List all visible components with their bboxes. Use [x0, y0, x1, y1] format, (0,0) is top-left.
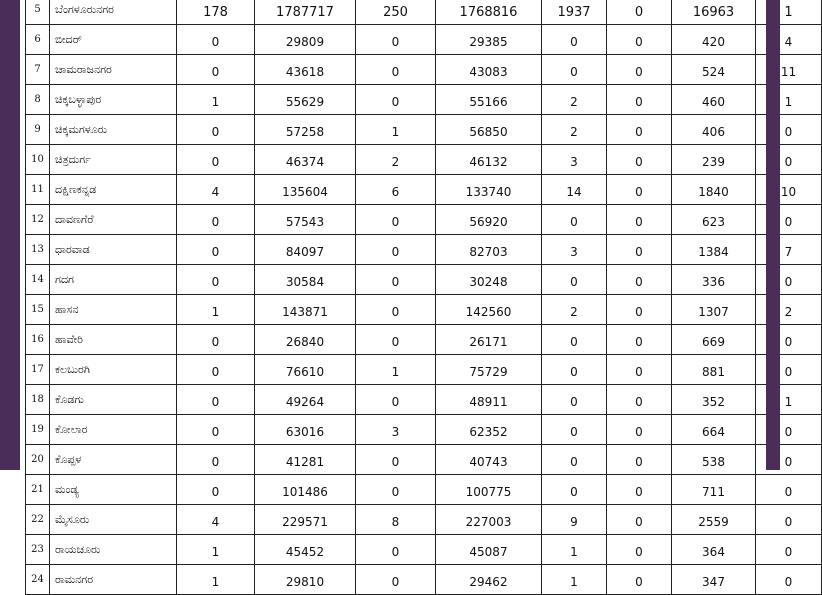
- table-row: [26, 505, 822, 535]
- value-cell-3: 0: [356, 565, 436, 595]
- value-cell-2: 63016: [255, 415, 356, 445]
- district-name-cell: ಮೈಸೂರು: [50, 505, 177, 535]
- value-cell-2: 76610: [255, 355, 356, 385]
- value-cell-5: 3: [542, 145, 607, 175]
- district-name-cell: ದಾವಣಗೆರೆ: [50, 205, 177, 235]
- district-name-cell: ದಕ್ಷಿಣಕನ್ನಡ: [50, 175, 177, 205]
- value-cell-1: 178: [177, 0, 255, 25]
- value-cell-2: 135604: [255, 175, 356, 205]
- right-frame-border: [766, 0, 780, 470]
- value-cell-4: 29462: [436, 565, 542, 595]
- value-cell-4: 48911: [436, 385, 542, 415]
- value-cell-7: 406: [672, 115, 756, 145]
- value-cell-4: 56920: [436, 205, 542, 235]
- value-cell-5: 0: [542, 55, 607, 85]
- district-name-cell: ಚಿತ್ರದುರ್ಗ: [50, 145, 177, 175]
- value-cell-1: 0: [177, 205, 255, 235]
- value-cell-1: 0: [177, 475, 255, 505]
- value-cell-3: 0: [356, 235, 436, 265]
- value-cell-7: 711: [672, 475, 756, 505]
- value-cell-7: 669: [672, 325, 756, 355]
- value-cell-8: 0: [756, 415, 822, 445]
- value-cell-1: 0: [177, 235, 255, 265]
- value-cell-3: 0: [356, 385, 436, 415]
- serial-number-cell: 24: [26, 565, 50, 595]
- value-cell-3: 8: [356, 505, 436, 535]
- value-cell-7: 524: [672, 55, 756, 85]
- value-cell-3: 0: [356, 25, 436, 55]
- value-cell-6: 0: [607, 265, 672, 295]
- serial-number-cell: 22: [26, 505, 50, 535]
- value-cell-6: 0: [607, 295, 672, 325]
- value-cell-5: 14: [542, 175, 607, 205]
- value-cell-3: 2: [356, 145, 436, 175]
- value-cell-1: 4: [177, 175, 255, 205]
- district-cases-table: [25, 0, 822, 595]
- value-cell-4: 227003: [436, 505, 542, 535]
- value-cell-7: 881: [672, 355, 756, 385]
- value-cell-5: 1: [542, 535, 607, 565]
- table-row: [26, 0, 822, 25]
- value-cell-8: 0: [756, 115, 822, 145]
- value-cell-6: 0: [607, 565, 672, 595]
- value-cell-2: 49264: [255, 385, 356, 415]
- value-cell-1: 0: [177, 355, 255, 385]
- value-cell-6: 0: [607, 205, 672, 235]
- value-cell-4: 46132: [436, 145, 542, 175]
- value-cell-3: 0: [356, 445, 436, 475]
- value-cell-1: 0: [177, 145, 255, 175]
- serial-number-cell: 12: [26, 205, 50, 235]
- value-cell-5: 9: [542, 505, 607, 535]
- value-cell-4: 1768816: [436, 0, 542, 25]
- table-row: [26, 115, 822, 145]
- serial-number-cell: 14: [26, 265, 50, 295]
- table-row: [26, 235, 822, 265]
- district-name-cell: ಧಾರವಾಡ: [50, 235, 177, 265]
- serial-number-cell: 8: [26, 85, 50, 115]
- value-cell-1: 0: [177, 55, 255, 85]
- value-cell-1: 0: [177, 25, 255, 55]
- value-cell-8: 0: [756, 265, 822, 295]
- value-cell-7: 336: [672, 265, 756, 295]
- value-cell-7: 420: [672, 25, 756, 55]
- table-row: [26, 25, 822, 55]
- value-cell-6: 0: [607, 385, 672, 415]
- table-row: [26, 85, 822, 115]
- value-cell-7: 2559: [672, 505, 756, 535]
- value-cell-2: 43618: [255, 55, 356, 85]
- value-cell-1: 1: [177, 85, 255, 115]
- district-name-cell: ಕೊಡಗು: [50, 385, 177, 415]
- value-cell-8: 0: [756, 145, 822, 175]
- district-name-cell: ಕಲಬುರಗಿ: [50, 355, 177, 385]
- value-cell-8: 0: [756, 535, 822, 565]
- value-cell-8: 10: [756, 175, 822, 205]
- value-cell-1: 0: [177, 385, 255, 415]
- value-cell-4: 45087: [436, 535, 542, 565]
- value-cell-6: 0: [607, 175, 672, 205]
- district-name-cell: ರಾಮನಗರ: [50, 565, 177, 595]
- value-cell-7: 460: [672, 85, 756, 115]
- district-name-cell: ಹಾಸನ: [50, 295, 177, 325]
- value-cell-2: 26840: [255, 325, 356, 355]
- value-cell-4: 29385: [436, 25, 542, 55]
- value-cell-4: 133740: [436, 175, 542, 205]
- value-cell-5: 0: [542, 25, 607, 55]
- value-cell-2: 57258: [255, 115, 356, 145]
- value-cell-6: 0: [607, 505, 672, 535]
- value-cell-8: 11: [756, 55, 822, 85]
- value-cell-3: 0: [356, 295, 436, 325]
- value-cell-6: 0: [607, 115, 672, 145]
- value-cell-7: 364: [672, 535, 756, 565]
- value-cell-6: 0: [607, 415, 672, 445]
- value-cell-8: 0: [756, 565, 822, 595]
- value-cell-2: 30584: [255, 265, 356, 295]
- value-cell-4: 26171: [436, 325, 542, 355]
- value-cell-8: 0: [756, 355, 822, 385]
- value-cell-8: 2: [756, 295, 822, 325]
- value-cell-5: 0: [542, 205, 607, 235]
- value-cell-4: 142560: [436, 295, 542, 325]
- serial-number-cell: 19: [26, 415, 50, 445]
- value-cell-5: 0: [542, 445, 607, 475]
- table-row: [26, 295, 822, 325]
- value-cell-3: 0: [356, 265, 436, 295]
- value-cell-5: 0: [542, 475, 607, 505]
- value-cell-7: 1384: [672, 235, 756, 265]
- document-sheet: [20, 0, 797, 589]
- value-cell-5: 0: [542, 415, 607, 445]
- district-name-cell: ಗದಗ: [50, 265, 177, 295]
- value-cell-3: 1: [356, 355, 436, 385]
- value-cell-5: 0: [542, 325, 607, 355]
- value-cell-7: 1307: [672, 295, 756, 325]
- value-cell-2: 29810: [255, 565, 356, 595]
- table-row: [26, 175, 822, 205]
- value-cell-7: 664: [672, 415, 756, 445]
- value-cell-8: 1: [756, 0, 822, 25]
- value-cell-6: 0: [607, 235, 672, 265]
- table-row: [26, 445, 822, 475]
- value-cell-5: 1937: [542, 0, 607, 25]
- value-cell-8: 0: [756, 205, 822, 235]
- value-cell-4: 43083: [436, 55, 542, 85]
- value-cell-3: 0: [356, 55, 436, 85]
- value-cell-3: 6: [356, 175, 436, 205]
- table-row: [26, 325, 822, 355]
- value-cell-3: 1: [356, 115, 436, 145]
- value-cell-8: 0: [756, 445, 822, 475]
- value-cell-2: 55629: [255, 85, 356, 115]
- value-cell-6: 0: [607, 85, 672, 115]
- value-cell-3: 0: [356, 535, 436, 565]
- value-cell-1: 0: [177, 115, 255, 145]
- value-cell-5: 1: [542, 565, 607, 595]
- serial-number-cell: 18: [26, 385, 50, 415]
- value-cell-4: 30248: [436, 265, 542, 295]
- value-cell-3: 0: [356, 85, 436, 115]
- district-name-cell: ಚಾಮರಾಜನಗರ: [50, 55, 177, 85]
- serial-number-cell: 20: [26, 445, 50, 475]
- value-cell-2: 41281: [255, 445, 356, 475]
- value-cell-1: 0: [177, 445, 255, 475]
- value-cell-4: 40743: [436, 445, 542, 475]
- value-cell-3: 250: [356, 0, 436, 25]
- left-frame-border: [0, 0, 20, 470]
- district-name-cell: ಬೆಂಗಳೂರುನಗರ: [50, 0, 177, 25]
- table-row: [26, 535, 822, 565]
- value-cell-2: 1787717: [255, 0, 356, 25]
- value-cell-6: 0: [607, 475, 672, 505]
- value-cell-7: 239: [672, 145, 756, 175]
- value-cell-6: 0: [607, 25, 672, 55]
- value-cell-1: 0: [177, 325, 255, 355]
- value-cell-5: 2: [542, 115, 607, 145]
- value-cell-6: 0: [607, 145, 672, 175]
- value-cell-5: 0: [542, 265, 607, 295]
- value-cell-2: 84097: [255, 235, 356, 265]
- value-cell-2: 45452: [255, 535, 356, 565]
- value-cell-7: 16963: [672, 0, 756, 25]
- table-row: [26, 205, 822, 235]
- value-cell-6: 0: [607, 355, 672, 385]
- serial-number-cell: 9: [26, 115, 50, 145]
- value-cell-1: 1: [177, 565, 255, 595]
- value-cell-7: 623: [672, 205, 756, 235]
- value-cell-8: 4: [756, 25, 822, 55]
- table-row: [26, 355, 822, 385]
- district-name-cell: ಮಂಡ್ಯ: [50, 475, 177, 505]
- table-row: [26, 415, 822, 445]
- value-cell-4: 82703: [436, 235, 542, 265]
- value-cell-8: 1: [756, 85, 822, 115]
- value-cell-8: 0: [756, 505, 822, 535]
- value-cell-5: 0: [542, 355, 607, 385]
- value-cell-8: 7: [756, 235, 822, 265]
- serial-number-cell: 16: [26, 325, 50, 355]
- value-cell-1: 1: [177, 295, 255, 325]
- value-cell-4: 55166: [436, 85, 542, 115]
- serial-number-cell: 23: [26, 535, 50, 565]
- value-cell-4: 56850: [436, 115, 542, 145]
- value-cell-7: 347: [672, 565, 756, 595]
- value-cell-2: 143871: [255, 295, 356, 325]
- serial-number-cell: 13: [26, 235, 50, 265]
- value-cell-3: 0: [356, 475, 436, 505]
- value-cell-8: 0: [756, 325, 822, 355]
- value-cell-1: 0: [177, 265, 255, 295]
- district-name-cell: ಹಾವೇರಿ: [50, 325, 177, 355]
- value-cell-6: 0: [607, 325, 672, 355]
- value-cell-6: 0: [607, 55, 672, 85]
- table-row: [26, 145, 822, 175]
- value-cell-7: 352: [672, 385, 756, 415]
- district-name-cell: ರಾಯಚೂರು: [50, 535, 177, 565]
- table-row: [26, 385, 822, 415]
- value-cell-6: 0: [607, 445, 672, 475]
- serial-number-cell: 5: [26, 0, 50, 25]
- serial-number-cell: 21: [26, 475, 50, 505]
- value-cell-7: 538: [672, 445, 756, 475]
- serial-number-cell: 6: [26, 25, 50, 55]
- value-cell-2: 101486: [255, 475, 356, 505]
- district-name-cell: ಬೀದರ್: [50, 25, 177, 55]
- value-cell-2: 46374: [255, 145, 356, 175]
- value-cell-8: 0: [756, 475, 822, 505]
- value-cell-7: 1840: [672, 175, 756, 205]
- value-cell-5: 2: [542, 295, 607, 325]
- serial-number-cell: 17: [26, 355, 50, 385]
- value-cell-3: 3: [356, 415, 436, 445]
- value-cell-5: 2: [542, 85, 607, 115]
- value-cell-4: 75729: [436, 355, 542, 385]
- value-cell-4: 62352: [436, 415, 542, 445]
- serial-number-cell: 11: [26, 175, 50, 205]
- value-cell-2: 29809: [255, 25, 356, 55]
- table-row: [26, 265, 822, 295]
- table-row: [26, 55, 822, 85]
- serial-number-cell: 7: [26, 55, 50, 85]
- value-cell-1: 4: [177, 505, 255, 535]
- value-cell-5: 0: [542, 385, 607, 415]
- serial-number-cell: 15: [26, 295, 50, 325]
- value-cell-3: 0: [356, 325, 436, 355]
- district-name-cell: ಚಿಕ್ಕಮಗಳೂರು: [50, 115, 177, 145]
- table-row: [26, 565, 822, 595]
- table-body: [26, 0, 822, 595]
- district-name-cell: ಚಿಕ್ಕಬಳ್ಳಾಪುರ: [50, 85, 177, 115]
- value-cell-8: 1: [756, 385, 822, 415]
- value-cell-3: 0: [356, 205, 436, 235]
- district-name-cell: ಕೋಲಾರ: [50, 415, 177, 445]
- value-cell-2: 229571: [255, 505, 356, 535]
- value-cell-6: 0: [607, 0, 672, 25]
- district-name-cell: ಕೊಪ್ಪಳ: [50, 445, 177, 475]
- value-cell-4: 100775: [436, 475, 542, 505]
- value-cell-2: 57543: [255, 205, 356, 235]
- value-cell-5: 3: [542, 235, 607, 265]
- table-row: [26, 475, 822, 505]
- value-cell-1: 0: [177, 415, 255, 445]
- value-cell-6: 0: [607, 535, 672, 565]
- serial-number-cell: 10: [26, 145, 50, 175]
- value-cell-1: 1: [177, 535, 255, 565]
